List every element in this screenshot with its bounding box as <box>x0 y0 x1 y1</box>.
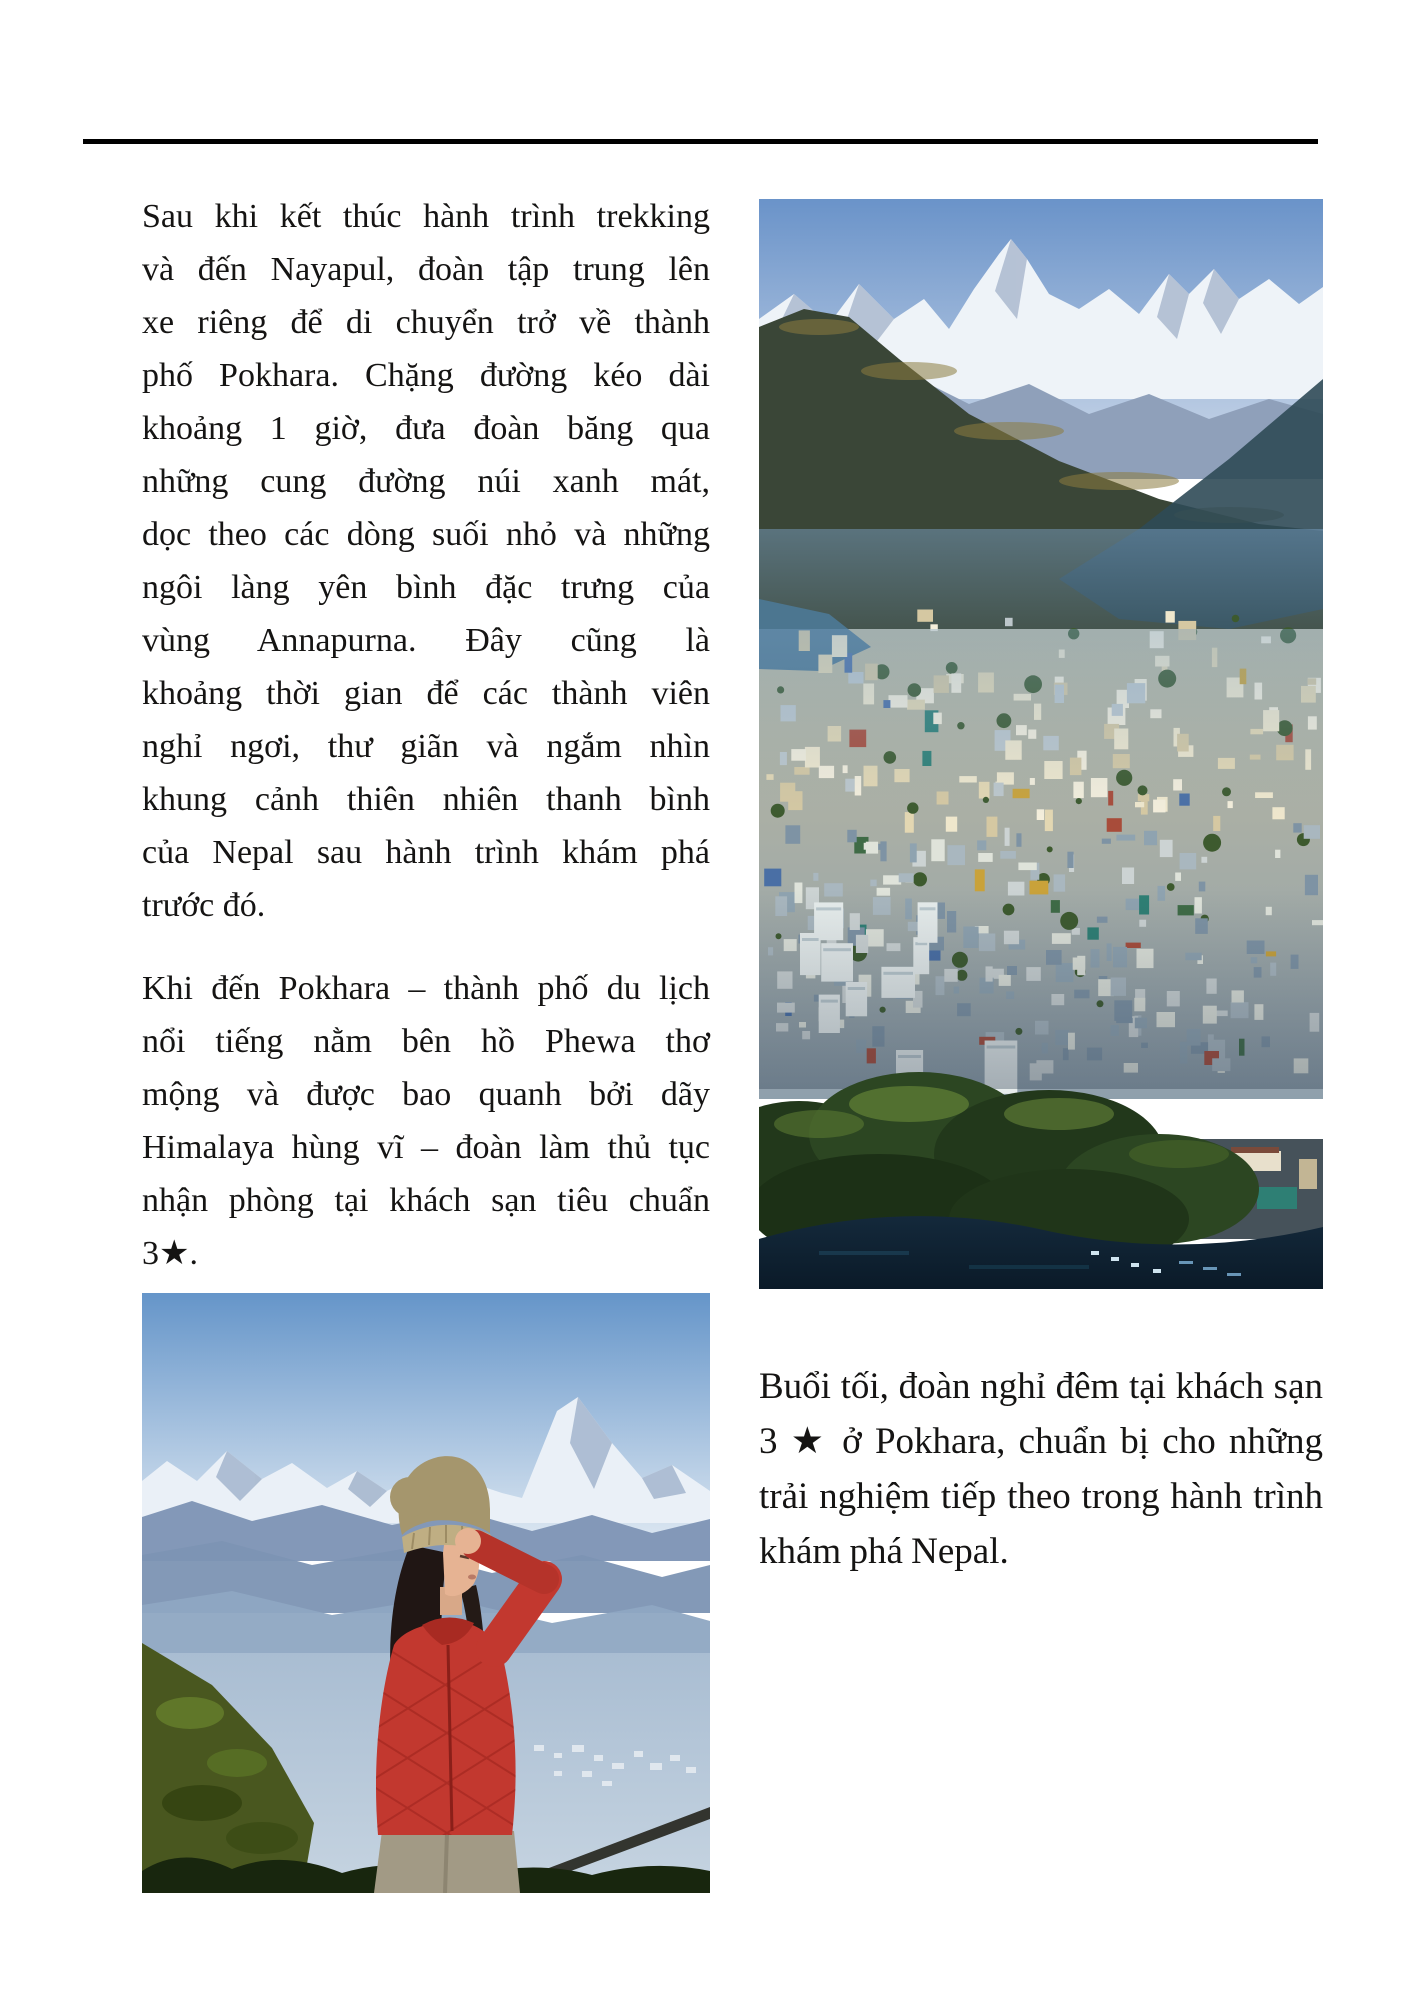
city-haze <box>759 629 1323 819</box>
text-line: 3 ★ ở Pokhara, chuẩn bị cho những <box>759 1421 1323 1462</box>
page-divider-rule <box>83 139 1318 144</box>
pokhara-city-illustration <box>759 199 1323 1289</box>
text-line: Himalaya hùng vĩ – đoàn làm thủ tục <box>142 1129 710 1166</box>
text-line: những cung đường núi xanh mát, <box>142 463 710 500</box>
beanie-slouch <box>390 1477 430 1517</box>
text-line: khoảng 1 giờ, đưa đoàn băng qua <box>142 410 710 447</box>
text-line: phố Pokhara. Chặng đường kéo dài <box>142 357 710 394</box>
text-line: dọc theo các dòng suối nhỏ và những <box>142 516 710 553</box>
text-line: khám phá Nepal. <box>759 1531 1009 1572</box>
lips <box>468 1575 476 1580</box>
text-line: nhận phòng tại khách sạn tiêu chuẩn <box>142 1182 710 1219</box>
text-line: Buổi tối, đoàn nghỉ đêm tại khách sạn <box>759 1366 1323 1407</box>
text-line: nổi tiếng nằm bên hồ Phewa thơ <box>142 1023 710 1060</box>
text-line: khung cảnh thiên nhiên thanh bình <box>142 781 710 818</box>
photo-pokhara-city-aerial <box>759 199 1323 1289</box>
text-line: khoảng thời gian để các thành viên <box>142 675 710 712</box>
text-line: Sau khi kết thúc hành trình trekking <box>142 198 710 235</box>
text-line: mộng và được bao quanh bởi dãy <box>142 1076 710 1113</box>
city-shade <box>759 889 1323 1089</box>
text-line: 3★. <box>142 1235 198 1272</box>
text-line: trước đó. <box>142 887 266 924</box>
text-line: trải nghiệm tiếp theo trong hành trình <box>759 1476 1323 1517</box>
text-line: nghỉ ngơi, thư giãn và ngắm nhìn <box>142 728 710 765</box>
text-line: của Nepal sau hành trình khám phá <box>142 834 710 871</box>
text-line: ngôi làng yên bình đặc trưng của <box>142 569 710 606</box>
paragraph-pokhara-checkin <box>142 962 710 1280</box>
paragraph-evening-stay <box>759 1359 1323 1579</box>
text-line: Khi đến Pokhara – thành phố du lịch <box>142 970 710 1007</box>
photo-trekker-portrait <box>142 1293 710 1893</box>
trekker-portrait-illustration <box>142 1293 710 1893</box>
text-line: và đến Nayapul, đoàn tập trung lên <box>142 251 710 288</box>
hand <box>455 1528 481 1554</box>
pants-crease <box>445 1833 447 1893</box>
text-line: xe riêng để di chuyển trở về thành <box>142 304 710 341</box>
paragraph-trek-return <box>142 190 710 932</box>
text-line: vùng Annapurna. Đây cũng là <box>142 622 710 659</box>
